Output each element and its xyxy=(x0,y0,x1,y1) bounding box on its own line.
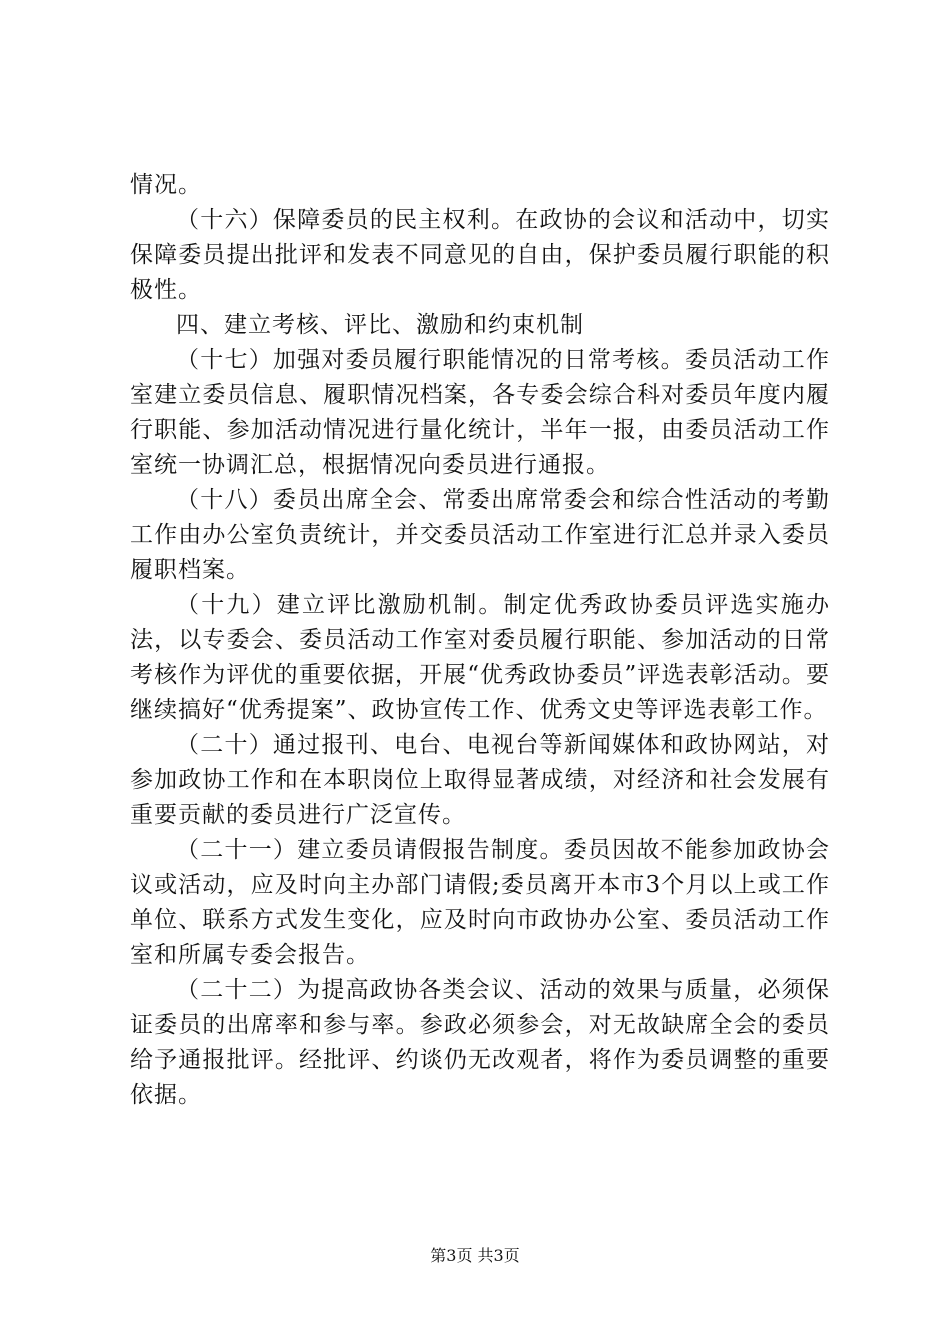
paragraph-item-22: （二十二）为提高政协各类会议、活动的效果与质量，必须保证委员的出席率和参与率。参政必须参会，对无故缺席全会的委员给予通报批评。经批评、约谈仍无改观者，将作为委员调整的重要依据。 xyxy=(130,977,830,1108)
document-body xyxy=(130,168,830,1113)
paragraph-item-16: （十六）保障委员的民主权利。在政协的会议和活动中，切实保障委员提出批评和发表不同意见的自由，保护委员履行职能的积极性。 xyxy=(130,207,830,303)
paragraph-item-17: （十七）加强对委员履行职能情况的日常考核。委员活动工作室建立委员信息、履职情况档案，各专委会综合科对委员年度内履行职能、参加活动情况进行量化统计，半年一报，由委员活动工作室统一协调汇总，根据情况向委员进行通报。 xyxy=(130,347,830,478)
paragraph-item-18: （十八）委员出席全会、常委出席常委会和综合性活动的考勤工作由办公室负责统计，并交委员活动工作室进行汇总并录入委员履职档案。 xyxy=(130,487,830,583)
paragraph-continuation: 情况。 xyxy=(130,172,202,198)
page-number-footer: 第3页 共3页 xyxy=(430,1246,520,1265)
section-heading-4: 四、建立考核、评比、激励和约束机制 xyxy=(176,312,584,338)
paragraph-item-19: （十九）建立评比激励机制。制定优秀政协委员评选实施办法，以专委会、委员活动工作室对委员履行职能、参加活动的日常考核作为评优的重要依据，开展“优秀政协委员”评选表彰活动。要继续搞好“优秀提案”、政协宣传工作、优秀文史等评选表彰工作。 xyxy=(130,592,830,723)
paragraph-item-20: （二十）通过报刊、电台、电视台等新闻媒体和政协网站，对参加政协工作和在本职岗位上取得显著成绩，对经济和社会发展有重要贡献的委员进行广泛宣传。 xyxy=(130,732,830,828)
paragraph-item-21: （二十一）建立委员请假报告制度。委员因故不能参加政协会议或活动，应及时向主办部门请假;委员离开本市3个月以上或工作单位、联系方式发生变化，应及时向市政协办公室、委员活动工作室和所属专委会报告。 xyxy=(130,837,830,968)
